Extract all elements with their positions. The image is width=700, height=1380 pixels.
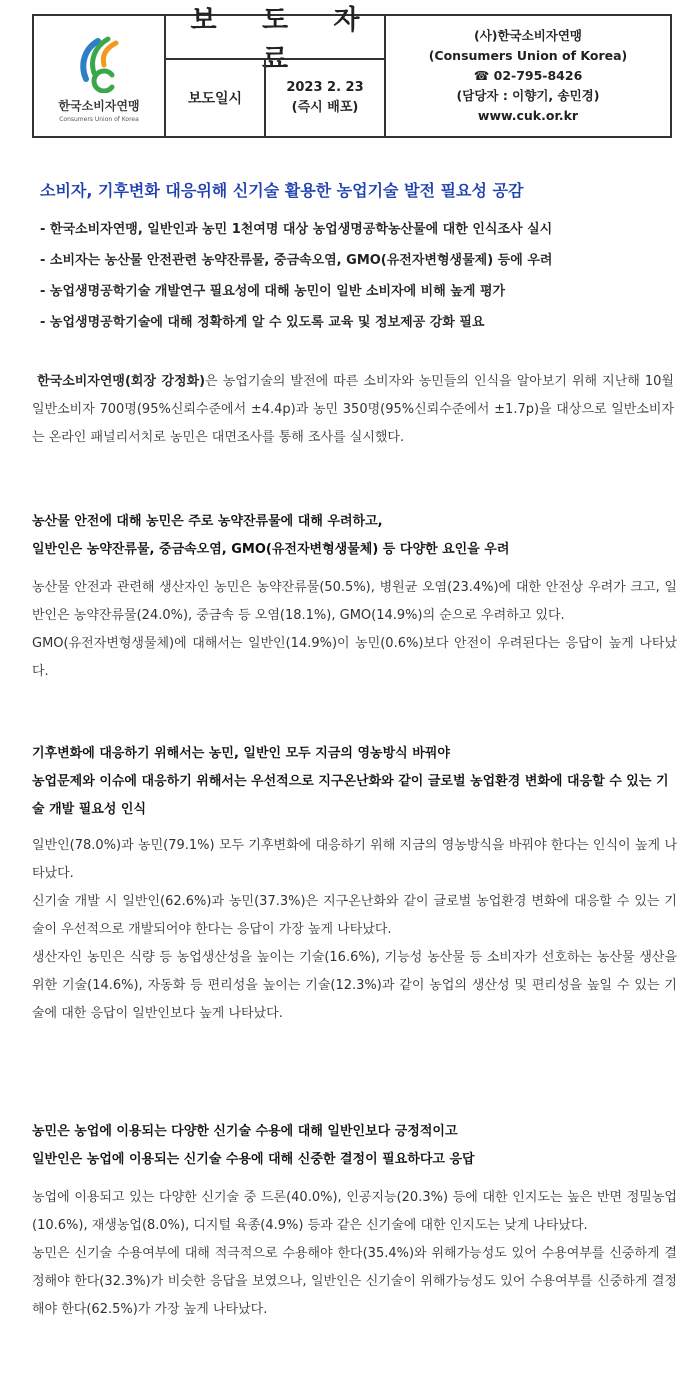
section-heading-line: 일반인은 농약잔류물, 중금속오염, GMO(유전자변형생물체) 등 다양한 요인을 우려 xyxy=(32,542,510,557)
headline: 소비자, 기후변화 대응위해 신기술 활용한 농업기술 발전 필요성 공감 xyxy=(40,181,524,200)
contact-person: (담당자 : 이향기, 송민경) xyxy=(456,88,600,103)
release-date xyxy=(265,59,385,137)
release-date-note: (즉시 배포) xyxy=(291,100,359,115)
section-body xyxy=(32,832,677,1028)
section-heading xyxy=(32,1118,677,1174)
paragraph: GMO(유전자변형생물체)에 대해서는 일반인(14.9%)이 농민(0.6%)보다 안전이 우려된다는 응답이 높게 나타났다. xyxy=(32,636,677,679)
contact-org-en: (Consumers Union of Korea) xyxy=(428,48,628,63)
lead-paragraph xyxy=(32,368,674,452)
section-heading-line: 농산물 안전에 대해 농민은 주로 농약잔류물에 대해 우려하고, xyxy=(32,514,383,529)
summary-item: - 농업생명공학기술에 대해 정확하게 알 수 있도록 교육 및 정보제공 강화 필요 xyxy=(40,315,485,330)
section-body xyxy=(32,574,677,686)
summary-item: - 한국소비자연맹, 일반인과 농민 1천여명 대상 농업생명공학농산물에 대한 인식조사 실시 xyxy=(40,222,553,237)
section-heading-line: 일반인은 농업에 이용되는 신기술 수용에 대해 신중한 결정이 필요하다고 응답 xyxy=(32,1152,475,1167)
paragraph: 생산자인 농민은 식량 등 농업생산성을 높이는 기술(16.6%), 기능성 농산물 등 소비자가 선호하는 농산물 생산을 위한 기술(14.6%), 자동화 등 편리성을 높이는 기술(12.3%)과 같이 농업의 생산성 및 편리성을 높일 수 있는 기술에 대한 응답이 일반인보다 높게 나타났다. xyxy=(32,950,677,1021)
lead-text: 은 농업기술의 발전에 따른 소비자와 농민들의 인식을 알아보기 위해 지난해 10월 일반소비자 700명(95%신뢰수준에서 ±4.4p)과 농민 350명(95%신뢰수준에서 ±1.7p)을 대상으로 일반소비자는 온라인 패널리서치로 농민은 대면조사를 통해 조사를 실시했다. xyxy=(32,374,674,445)
org-name: 한국소비자연맹 xyxy=(58,99,140,113)
release-date-label: 보도일시 xyxy=(165,59,265,137)
section-heading-line: 농업문제와 이슈에 대응하기 위해서는 우선적으로 지구온난화와 같이 글로벌 농업환경 변화에 대응할 수 있는 기술 개발 필요성 인식 xyxy=(32,774,669,817)
paragraph: 농업에 이용되고 있는 다양한 신기술 중 드론(40.0%), 인공지능(20.3%) 등에 대한 인지도는 높은 반면 정밀농업(10.6%), 재생농업(8.0%), 디지털 육종(4.9%) 등과 같은 신기술에 대한 인지도는 낮게 나타났다. xyxy=(32,1190,677,1233)
lead-strong: 한국소비자연맹(회장 강정화) xyxy=(37,374,206,389)
contact-org: (사)한국소비자연맹 xyxy=(473,28,583,43)
contact-website[interactable]: www.cuk.or.kr xyxy=(477,108,579,123)
summary-item: - 소비자는 농산물 안전관련 농약잔류물, 중금속오염, GMO(유전자변형생물제) 등에 우려 xyxy=(40,253,553,268)
summary-list xyxy=(40,214,670,338)
paragraph: 농민은 신기술 수용여부에 대해 적극적으로 수용해야 한다(35.4%)와 위해가능성도 있어 수용여부를 신중하게 결정해야 한다(32.3%)가 비슷한 응답을 보였으나, 일반인은 신기술이 위해가능성도 있어 수용여부를 신중하게 결정해야 한다(62.5%)가 가장 높게 나타났다. xyxy=(32,1246,677,1317)
section-heading xyxy=(32,508,677,564)
section-heading-line: 기후변화에 대응하기 위해서는 농민, 일반인 모두 지금의 영농방식 바꿔야 xyxy=(32,746,450,761)
document-title: 보 도 자 료 xyxy=(165,15,385,59)
section-heading-line: 농민은 농업에 이용되는 다양한 신기술 수용에 대해 일반인보다 긍정적이고 xyxy=(32,1124,458,1139)
consumers-union-logo-icon xyxy=(64,35,134,93)
org-name-en: Consumers Union of Korea xyxy=(59,116,139,123)
summary-item: - 농업생명공학기술 개발연구 필요성에 대해 농민이 일반 소비자에 비해 높게 평가 xyxy=(40,284,506,299)
contact-block xyxy=(385,15,671,137)
logo-block xyxy=(33,15,165,137)
press-release-header xyxy=(32,5,672,138)
section-heading xyxy=(32,740,677,824)
contact-phone: ☎ 02-795-8426 xyxy=(473,68,583,83)
paragraph: 신기술 개발 시 일반인(62.6%)과 농민(37.3%)은 지구온난화와 같이 글로벌 농업환경 변화에 대응할 수 있는 기술이 우선적으로 개발되어야 한다는 응답이 가장 높게 나타났다. xyxy=(32,894,677,937)
paragraph: 농산물 안전과 관련해 생산자인 농민은 농약잔류물(50.5%), 병원균 오염(23.4%)에 대한 안전상 우려가 크고, 일반인은 농약잔류물(24.0%), 중금속 등 오염(18.1%), GMO(14.9%)의 순으로 우려하고 있다. xyxy=(32,580,677,623)
paragraph: 일반인(78.0%)과 농민(79.1%) 모두 기후변화에 대응하기 위해 지금의 영농방식을 바꿔야 한다는 인식이 높게 나타났다. xyxy=(32,838,677,881)
release-date-value: 2023 2. 23 xyxy=(286,80,364,95)
section-body xyxy=(32,1184,677,1324)
